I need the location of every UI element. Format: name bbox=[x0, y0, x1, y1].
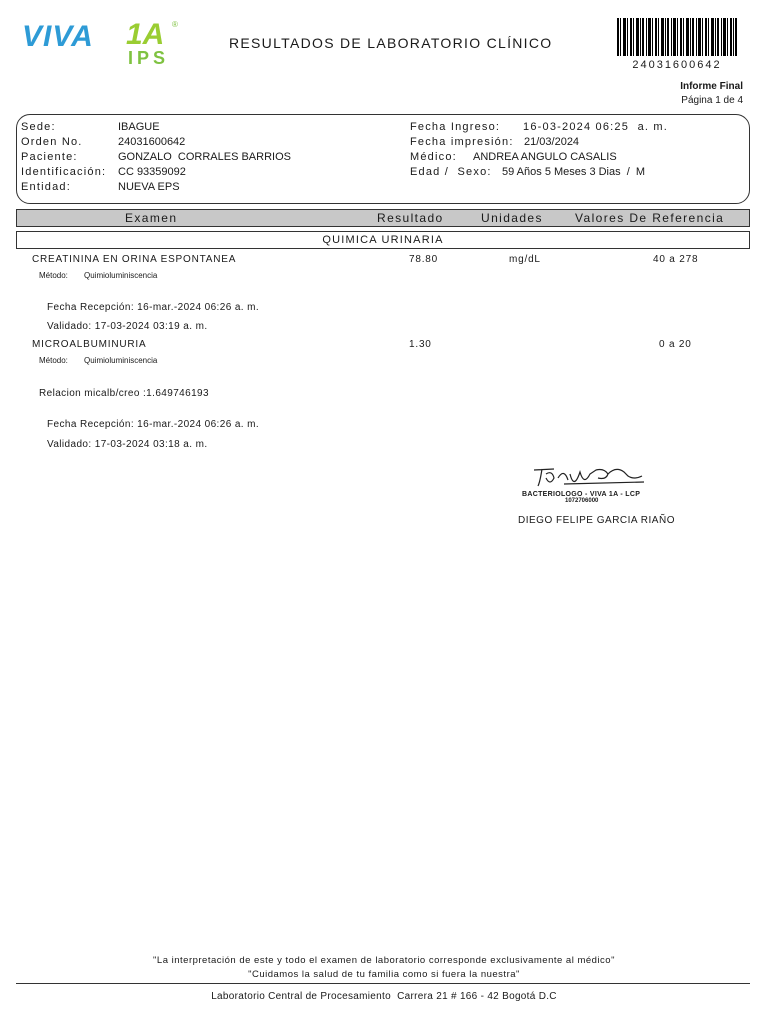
method-label: Método: bbox=[39, 271, 68, 280]
fecha-impresion-value: 21/03/2024 bbox=[524, 136, 580, 148]
signature-name: DIEGO FELIPE GARCIA RIAÑO bbox=[518, 515, 675, 526]
method-value: Quimioluminiscencia bbox=[84, 356, 158, 365]
medico-label: Médico: bbox=[410, 151, 457, 163]
validated-date: Validado: 17-03-2024 03:19 a. m. bbox=[47, 321, 208, 332]
orden-value: 24031600642 bbox=[118, 136, 186, 148]
footer-divider bbox=[16, 983, 750, 984]
logo-registered-mark: ® bbox=[172, 20, 178, 29]
edad-sexo-label: Edad / Sexo: bbox=[410, 166, 492, 178]
test-name: CREATININA EN ORINA ESPONTANEA bbox=[32, 254, 237, 265]
medico-value: ANDREA ANGULO CASALIS bbox=[473, 151, 617, 163]
identificacion-value: CC 93359092 bbox=[118, 166, 186, 178]
column-unidades: Unidades bbox=[481, 211, 543, 225]
reception-date: Fecha Recepción: 16-mar.-2024 06:26 a. m. bbox=[47, 302, 260, 313]
column-examen: Examen bbox=[125, 211, 178, 225]
logo-viva: VIVA bbox=[22, 20, 94, 53]
fecha-ingreso-label: Fecha Ingreso: bbox=[410, 121, 501, 133]
footer-address: Laboratorio Central de Procesamiento Carrera 21 # 166 - 42 Bogotá D.C bbox=[211, 991, 557, 1002]
identificacion-label: Identificación: bbox=[21, 166, 107, 178]
test-result: 1.30 bbox=[409, 339, 432, 350]
signature-caption: BACTERIOLOGO - VIVA 1A - LCP bbox=[522, 491, 641, 498]
column-valores-referencia: Valores De Referencia bbox=[575, 211, 725, 225]
ratio-note: Relacion micalb/creo :1.649746193 bbox=[39, 388, 209, 399]
entidad-label: Entidad: bbox=[21, 181, 71, 193]
test-units: mg/dL bbox=[509, 254, 541, 265]
paciente-label: Paciente: bbox=[21, 151, 78, 163]
logo-ips: IPS bbox=[128, 48, 170, 68]
test-reference: 0 a 20 bbox=[659, 339, 692, 350]
orden-label: Orden No. bbox=[21, 136, 83, 148]
method-value: Quimioluminiscencia bbox=[84, 271, 158, 280]
barcode-number: 24031600642 bbox=[632, 59, 722, 71]
test-name: MICROALBUMINURIA bbox=[32, 339, 147, 350]
logo-1a: 1A bbox=[126, 18, 165, 51]
section-title: QUIMICA URINARIA bbox=[322, 234, 444, 246]
signature-number: 1072706000 bbox=[565, 498, 599, 504]
test-result: 78.80 bbox=[409, 254, 439, 265]
fecha-ingreso-value: 16-03-2024 06:25 a. m. bbox=[523, 121, 669, 133]
report-status: Informe Final bbox=[680, 81, 743, 92]
test-reference: 40 a 278 bbox=[653, 254, 699, 265]
page-number: Página 1 de 4 bbox=[681, 95, 743, 106]
paciente-value: GONZALO CORRALES BARRIOS bbox=[118, 151, 291, 163]
sede-label: Sede: bbox=[21, 121, 56, 133]
entidad-value: NUEVA EPS bbox=[118, 181, 180, 193]
barcode-icon bbox=[617, 18, 737, 56]
validated-date: Validado: 17-03-2024 03:18 a. m. bbox=[47, 439, 208, 450]
footer-slogan: "Cuidamos la salud de tu familia como si fuera la nuestra" bbox=[248, 969, 520, 980]
page-title: RESULTADOS DE LABORATORIO CLÍNICO bbox=[229, 35, 553, 51]
footer-disclaimer: "La interpretación de este y todo el examen de laboratorio corresponde exclusivamente al médico" bbox=[153, 955, 615, 966]
method-label: Método: bbox=[39, 356, 68, 365]
reception-date: Fecha Recepción: 16-mar.-2024 06:26 a. m. bbox=[47, 419, 260, 430]
sede-value: IBAGUE bbox=[118, 121, 160, 133]
edad-sexo-value: 59 Años 5 Meses 3 Dias / M bbox=[502, 166, 646, 178]
fecha-impresion-label: Fecha impresión: bbox=[410, 136, 514, 148]
column-resultado: Resultado bbox=[377, 211, 444, 225]
